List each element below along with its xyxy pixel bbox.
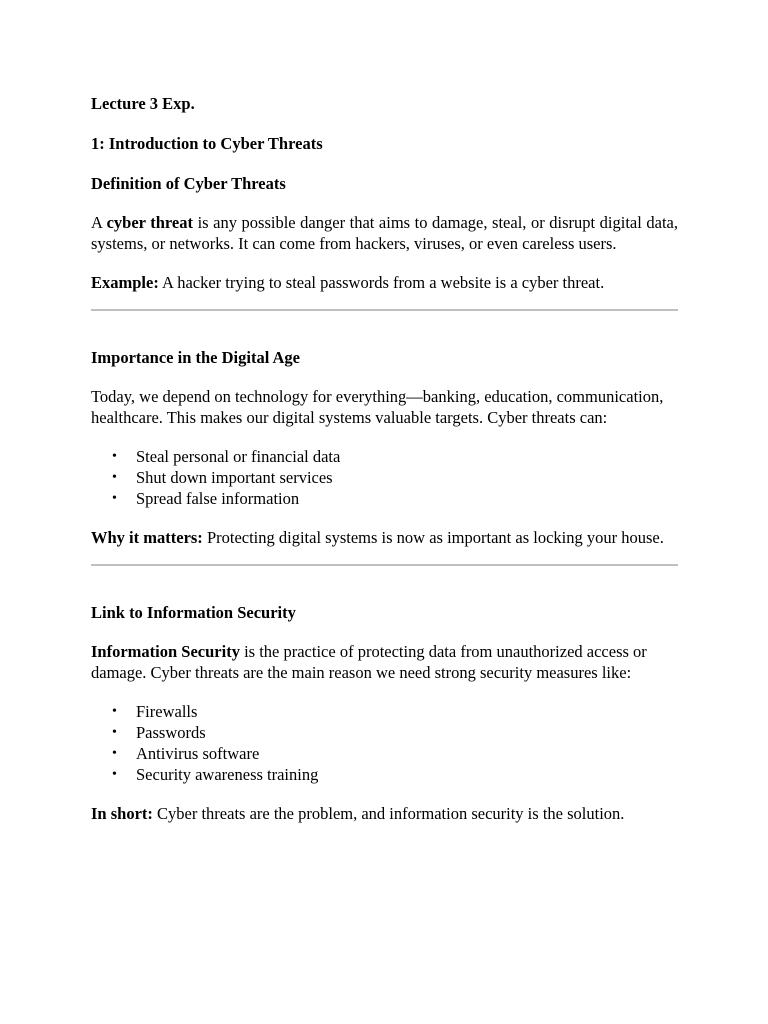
- short-paragraph: [91, 803, 678, 824]
- definition-text: is any possible danger that aims to damage, steal, or disrupt digital data, systems, or networks. It can come from hackers, viruses, or even careless users.: [91, 213, 678, 253]
- definition-heading: Definition of Cyber Threats: [91, 174, 286, 193]
- example-text: A hacker trying to steal passwords from a website is a cyber threat.: [158, 273, 605, 292]
- list-item: • Steal personal or financial data: [91, 446, 678, 467]
- list-item: • Antivirus software: [91, 743, 678, 764]
- example-label: Example:: [91, 273, 159, 292]
- definition-intro: A: [91, 213, 107, 232]
- security-measures-list: [91, 701, 678, 785]
- short-label: In short:: [91, 804, 153, 823]
- section-title: 1: Introduction to Cyber Threats: [91, 134, 323, 153]
- short-text: Cyber threats are the problem, and information security is the solution.: [152, 804, 625, 823]
- importance-paragraph: Today, we depend on technology for everything—banking, education, communication, healthcare. This makes our digital systems valuable targets. Cyber threats can:: [91, 387, 664, 427]
- divider-1: [91, 309, 678, 311]
- why-paragraph: [91, 527, 678, 548]
- importance-heading: Importance in the Digital Age: [91, 348, 300, 367]
- list-item: • Firewalls: [91, 701, 678, 722]
- list-item: • Security awareness training: [91, 764, 678, 785]
- list-item: • Passwords: [91, 722, 678, 743]
- divider-2: [91, 564, 678, 566]
- lecture-title: Lecture 3 Exp.: [91, 94, 195, 113]
- why-text: Protecting digital systems is now as important as locking your house.: [202, 528, 664, 547]
- link-heading: Link to Information Security: [91, 603, 296, 622]
- list-item: • Spread false information: [91, 488, 678, 509]
- link-text: is the practice of protecting data from unauthorized access or damage. Cyber threats are the main reason we need strong security measures like:: [91, 642, 647, 682]
- importance-list: [91, 446, 678, 509]
- information-security-term: Information Security: [91, 642, 240, 661]
- example-paragraph: [91, 272, 678, 293]
- definition-paragraph: [91, 212, 678, 254]
- cyber-threat-term: cyber threat: [106, 213, 194, 232]
- why-label: Why it matters:: [91, 528, 203, 547]
- document-content: [91, 93, 678, 824]
- list-item: • Shut down important services: [91, 467, 678, 488]
- link-paragraph: [91, 641, 678, 683]
